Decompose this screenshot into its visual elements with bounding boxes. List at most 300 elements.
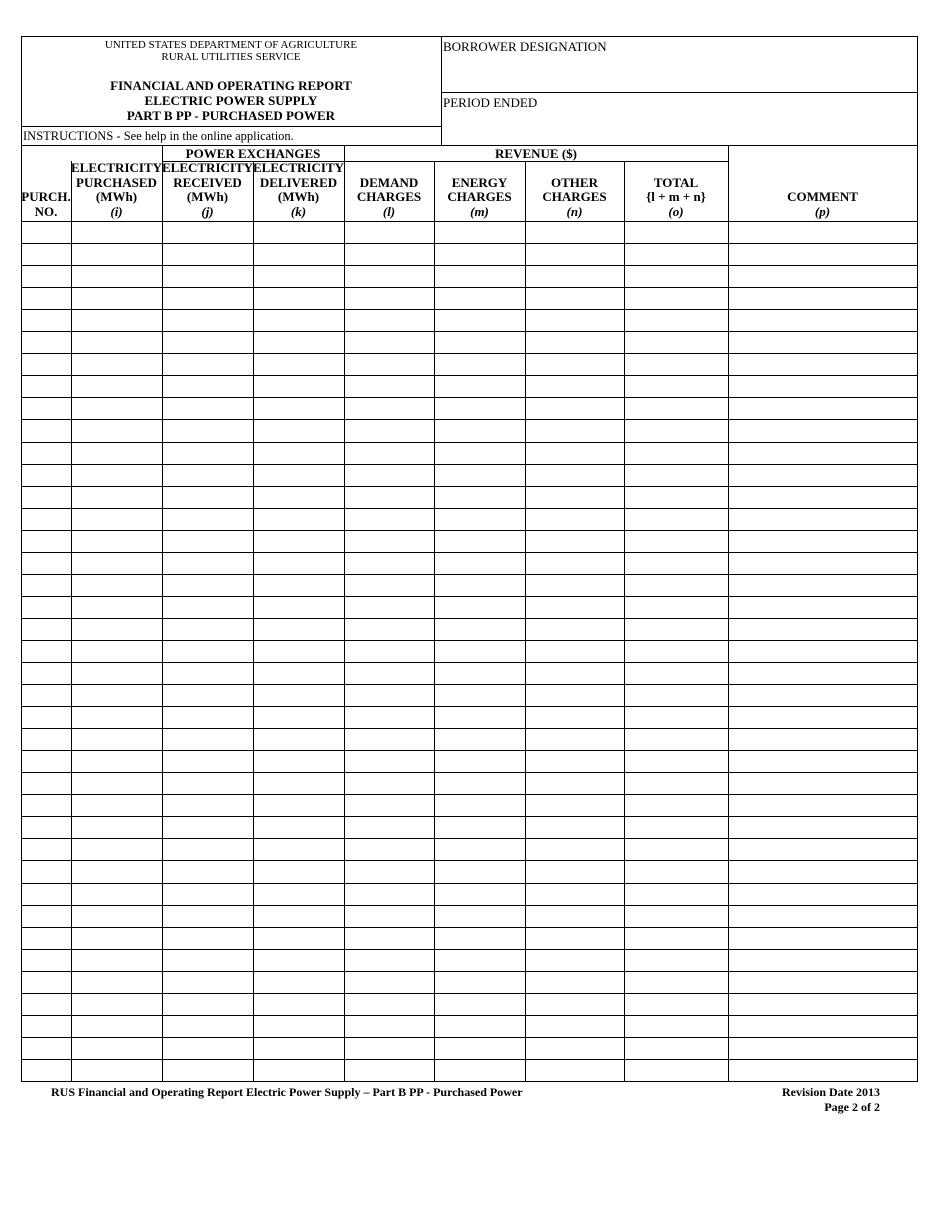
table-cell-received[interactable] <box>163 861 253 882</box>
table-cell-other[interactable] <box>526 928 624 949</box>
table-cell-purchased[interactable] <box>72 465 162 486</box>
table-cell-energy[interactable] <box>435 222 525 243</box>
table-cell-other[interactable] <box>526 244 624 265</box>
table-cell-comment[interactable] <box>729 884 917 905</box>
table-cell-total[interactable] <box>625 597 728 618</box>
table-cell-energy[interactable] <box>435 1060 525 1081</box>
table-cell-purch_no[interactable] <box>22 994 71 1015</box>
table-cell-energy[interactable] <box>435 663 525 684</box>
table-cell-total[interactable] <box>625 420 728 441</box>
table-cell-comment[interactable] <box>729 707 917 728</box>
table-cell-energy[interactable] <box>435 751 525 772</box>
table-cell-purchased[interactable] <box>72 663 162 684</box>
table-cell-received[interactable] <box>163 531 253 552</box>
table-cell-energy[interactable] <box>435 817 525 838</box>
table-cell-demand[interactable] <box>345 707 434 728</box>
table-cell-comment[interactable] <box>729 950 917 971</box>
table-cell-other[interactable] <box>526 332 624 353</box>
table-cell-purchased[interactable] <box>72 531 162 552</box>
table-cell-delivered[interactable] <box>254 465 344 486</box>
table-cell-comment[interactable] <box>729 817 917 838</box>
table-cell-received[interactable] <box>163 487 253 508</box>
table-cell-purchased[interactable] <box>72 795 162 816</box>
table-cell-purch_no[interactable] <box>22 619 71 640</box>
table-cell-delivered[interactable] <box>254 553 344 574</box>
table-cell-purchased[interactable] <box>72 575 162 596</box>
table-cell-received[interactable] <box>163 685 253 706</box>
table-cell-purchased[interactable] <box>72 1060 162 1081</box>
table-cell-demand[interactable] <box>345 1060 434 1081</box>
table-cell-received[interactable] <box>163 729 253 750</box>
table-cell-received[interactable] <box>163 553 253 574</box>
table-cell-received[interactable] <box>163 354 253 375</box>
table-cell-comment[interactable] <box>729 839 917 860</box>
table-cell-purchased[interactable] <box>72 817 162 838</box>
table-cell-purchased[interactable] <box>72 1038 162 1059</box>
table-cell-received[interactable] <box>163 266 253 287</box>
table-cell-received[interactable] <box>163 1038 253 1059</box>
table-cell-delivered[interactable] <box>254 310 344 331</box>
table-cell-energy[interactable] <box>435 376 525 397</box>
table-cell-purchased[interactable] <box>72 288 162 309</box>
table-cell-total[interactable] <box>625 553 728 574</box>
table-cell-delivered[interactable] <box>254 884 344 905</box>
table-cell-purchased[interactable] <box>72 884 162 905</box>
table-cell-purch_no[interactable] <box>22 376 71 397</box>
table-cell-other[interactable] <box>526 465 624 486</box>
table-cell-demand[interactable] <box>345 972 434 993</box>
table-cell-energy[interactable] <box>435 773 525 794</box>
table-cell-total[interactable] <box>625 222 728 243</box>
table-cell-total[interactable] <box>625 972 728 993</box>
table-cell-received[interactable] <box>163 509 253 530</box>
table-cell-other[interactable] <box>526 751 624 772</box>
table-cell-other[interactable] <box>526 420 624 441</box>
table-cell-comment[interactable] <box>729 266 917 287</box>
table-cell-total[interactable] <box>625 288 728 309</box>
table-cell-other[interactable] <box>526 884 624 905</box>
table-cell-purch_no[interactable] <box>22 420 71 441</box>
table-cell-received[interactable] <box>163 244 253 265</box>
table-cell-comment[interactable] <box>729 861 917 882</box>
table-cell-comment[interactable] <box>729 597 917 618</box>
table-cell-total[interactable] <box>625 1038 728 1059</box>
table-cell-received[interactable] <box>163 398 253 419</box>
table-cell-energy[interactable] <box>435 310 525 331</box>
table-cell-delivered[interactable] <box>254 487 344 508</box>
table-cell-purchased[interactable] <box>72 839 162 860</box>
table-cell-total[interactable] <box>625 751 728 772</box>
table-cell-received[interactable] <box>163 817 253 838</box>
table-cell-purch_no[interactable] <box>22 288 71 309</box>
table-cell-comment[interactable] <box>729 972 917 993</box>
table-cell-total[interactable] <box>625 773 728 794</box>
table-cell-purchased[interactable] <box>72 376 162 397</box>
table-cell-energy[interactable] <box>435 972 525 993</box>
table-cell-purchased[interactable] <box>72 420 162 441</box>
table-cell-demand[interactable] <box>345 398 434 419</box>
table-cell-delivered[interactable] <box>254 222 344 243</box>
table-cell-total[interactable] <box>625 928 728 949</box>
table-cell-energy[interactable] <box>435 465 525 486</box>
table-cell-total[interactable] <box>625 1060 728 1081</box>
table-cell-delivered[interactable] <box>254 950 344 971</box>
table-cell-energy[interactable] <box>435 994 525 1015</box>
table-cell-purch_no[interactable] <box>22 795 71 816</box>
table-cell-purch_no[interactable] <box>22 839 71 860</box>
table-cell-purchased[interactable] <box>72 619 162 640</box>
table-cell-total[interactable] <box>625 487 728 508</box>
table-cell-received[interactable] <box>163 641 253 662</box>
table-cell-demand[interactable] <box>345 884 434 905</box>
table-cell-comment[interactable] <box>729 222 917 243</box>
table-cell-purch_no[interactable] <box>22 751 71 772</box>
table-cell-other[interactable] <box>526 531 624 552</box>
table-cell-comment[interactable] <box>729 575 917 596</box>
table-cell-energy[interactable] <box>435 729 525 750</box>
table-cell-received[interactable] <box>163 906 253 927</box>
table-cell-received[interactable] <box>163 420 253 441</box>
table-cell-other[interactable] <box>526 906 624 927</box>
table-cell-delivered[interactable] <box>254 531 344 552</box>
table-cell-comment[interactable] <box>729 244 917 265</box>
table-cell-other[interactable] <box>526 1016 624 1037</box>
table-cell-purch_no[interactable] <box>22 884 71 905</box>
table-cell-other[interactable] <box>526 1038 624 1059</box>
table-cell-energy[interactable] <box>435 332 525 353</box>
table-cell-total[interactable] <box>625 575 728 596</box>
table-cell-comment[interactable] <box>729 994 917 1015</box>
table-cell-energy[interactable] <box>435 354 525 375</box>
table-cell-delivered[interactable] <box>254 928 344 949</box>
table-cell-comment[interactable] <box>729 443 917 464</box>
table-cell-comment[interactable] <box>729 553 917 574</box>
table-cell-purchased[interactable] <box>72 398 162 419</box>
table-cell-other[interactable] <box>526 222 624 243</box>
table-cell-purchased[interactable] <box>72 487 162 508</box>
table-cell-purchased[interactable] <box>72 354 162 375</box>
table-cell-comment[interactable] <box>729 1060 917 1081</box>
table-cell-delivered[interactable] <box>254 663 344 684</box>
table-cell-demand[interactable] <box>345 906 434 927</box>
table-cell-comment[interactable] <box>729 420 917 441</box>
table-cell-comment[interactable] <box>729 906 917 927</box>
table-cell-received[interactable] <box>163 839 253 860</box>
table-cell-delivered[interactable] <box>254 354 344 375</box>
table-cell-demand[interactable] <box>345 222 434 243</box>
table-cell-demand[interactable] <box>345 597 434 618</box>
table-cell-purch_no[interactable] <box>22 509 71 530</box>
table-cell-other[interactable] <box>526 619 624 640</box>
table-cell-comment[interactable] <box>729 465 917 486</box>
table-cell-purch_no[interactable] <box>22 972 71 993</box>
table-cell-energy[interactable] <box>435 244 525 265</box>
table-cell-delivered[interactable] <box>254 972 344 993</box>
table-cell-energy[interactable] <box>435 839 525 860</box>
table-cell-other[interactable] <box>526 685 624 706</box>
table-cell-delivered[interactable] <box>254 398 344 419</box>
table-cell-purch_no[interactable] <box>22 597 71 618</box>
table-cell-other[interactable] <box>526 553 624 574</box>
table-cell-purchased[interactable] <box>72 310 162 331</box>
table-cell-energy[interactable] <box>435 707 525 728</box>
table-cell-total[interactable] <box>625 619 728 640</box>
table-cell-purchased[interactable] <box>72 773 162 794</box>
table-cell-other[interactable] <box>526 773 624 794</box>
table-cell-received[interactable] <box>163 1016 253 1037</box>
table-cell-other[interactable] <box>526 575 624 596</box>
table-cell-received[interactable] <box>163 376 253 397</box>
table-cell-received[interactable] <box>163 1060 253 1081</box>
table-cell-delivered[interactable] <box>254 332 344 353</box>
table-cell-purch_no[interactable] <box>22 465 71 486</box>
table-cell-total[interactable] <box>625 663 728 684</box>
table-cell-comment[interactable] <box>729 531 917 552</box>
table-cell-purchased[interactable] <box>72 509 162 530</box>
table-cell-demand[interactable] <box>345 817 434 838</box>
table-cell-demand[interactable] <box>345 641 434 662</box>
table-cell-other[interactable] <box>526 994 624 1015</box>
table-cell-delivered[interactable] <box>254 839 344 860</box>
table-cell-other[interactable] <box>526 729 624 750</box>
table-cell-other[interactable] <box>526 376 624 397</box>
table-cell-purch_no[interactable] <box>22 950 71 971</box>
table-cell-other[interactable] <box>526 354 624 375</box>
table-cell-total[interactable] <box>625 795 728 816</box>
table-cell-demand[interactable] <box>345 839 434 860</box>
table-cell-delivered[interactable] <box>254 288 344 309</box>
table-cell-purch_no[interactable] <box>22 641 71 662</box>
table-cell-other[interactable] <box>526 817 624 838</box>
table-cell-delivered[interactable] <box>254 641 344 662</box>
table-cell-total[interactable] <box>625 244 728 265</box>
table-cell-demand[interactable] <box>345 310 434 331</box>
table-cell-demand[interactable] <box>345 288 434 309</box>
period-ended-field[interactable] <box>441 111 917 144</box>
table-cell-comment[interactable] <box>729 376 917 397</box>
table-cell-other[interactable] <box>526 663 624 684</box>
table-cell-other[interactable] <box>526 641 624 662</box>
table-cell-received[interactable] <box>163 928 253 949</box>
table-cell-delivered[interactable] <box>254 817 344 838</box>
table-cell-delivered[interactable] <box>254 1016 344 1037</box>
table-cell-total[interactable] <box>625 994 728 1015</box>
table-cell-demand[interactable] <box>345 376 434 397</box>
table-cell-delivered[interactable] <box>254 575 344 596</box>
table-cell-demand[interactable] <box>345 1038 434 1059</box>
table-cell-purch_no[interactable] <box>22 398 71 419</box>
table-cell-purchased[interactable] <box>72 641 162 662</box>
table-cell-demand[interactable] <box>345 729 434 750</box>
table-cell-demand[interactable] <box>345 266 434 287</box>
table-cell-delivered[interactable] <box>254 773 344 794</box>
table-cell-demand[interactable] <box>345 751 434 772</box>
table-cell-other[interactable] <box>526 795 624 816</box>
table-cell-total[interactable] <box>625 398 728 419</box>
table-cell-energy[interactable] <box>435 906 525 927</box>
table-cell-purchased[interactable] <box>72 553 162 574</box>
table-cell-comment[interactable] <box>729 928 917 949</box>
table-cell-other[interactable] <box>526 1060 624 1081</box>
table-cell-delivered[interactable] <box>254 443 344 464</box>
table-cell-purch_no[interactable] <box>22 817 71 838</box>
table-cell-delivered[interactable] <box>254 707 344 728</box>
table-cell-purchased[interactable] <box>72 244 162 265</box>
table-cell-energy[interactable] <box>435 928 525 949</box>
table-cell-demand[interactable] <box>345 994 434 1015</box>
table-cell-delivered[interactable] <box>254 376 344 397</box>
table-cell-demand[interactable] <box>345 928 434 949</box>
table-cell-other[interactable] <box>526 861 624 882</box>
table-cell-other[interactable] <box>526 972 624 993</box>
table-cell-delivered[interactable] <box>254 619 344 640</box>
table-cell-other[interactable] <box>526 707 624 728</box>
table-cell-delivered[interactable] <box>254 861 344 882</box>
table-cell-total[interactable] <box>625 443 728 464</box>
table-cell-purchased[interactable] <box>72 222 162 243</box>
table-cell-energy[interactable] <box>435 950 525 971</box>
table-cell-delivered[interactable] <box>254 420 344 441</box>
table-cell-other[interactable] <box>526 266 624 287</box>
table-cell-purch_no[interactable] <box>22 707 71 728</box>
table-cell-purchased[interactable] <box>72 707 162 728</box>
table-cell-energy[interactable] <box>435 509 525 530</box>
table-cell-purch_no[interactable] <box>22 906 71 927</box>
table-cell-total[interactable] <box>625 1016 728 1037</box>
table-cell-purchased[interactable] <box>72 906 162 927</box>
table-cell-delivered[interactable] <box>254 751 344 772</box>
table-cell-purchased[interactable] <box>72 443 162 464</box>
table-cell-comment[interactable] <box>729 354 917 375</box>
table-cell-purchased[interactable] <box>72 729 162 750</box>
table-cell-received[interactable] <box>163 332 253 353</box>
table-cell-demand[interactable] <box>345 553 434 574</box>
table-cell-energy[interactable] <box>435 443 525 464</box>
table-cell-purch_no[interactable] <box>22 266 71 287</box>
table-cell-demand[interactable] <box>345 861 434 882</box>
table-cell-total[interactable] <box>625 376 728 397</box>
table-cell-total[interactable] <box>625 509 728 530</box>
table-cell-purch_no[interactable] <box>22 553 71 574</box>
table-cell-demand[interactable] <box>345 487 434 508</box>
table-cell-comment[interactable] <box>729 509 917 530</box>
table-cell-total[interactable] <box>625 950 728 971</box>
table-cell-received[interactable] <box>163 972 253 993</box>
table-cell-comment[interactable] <box>729 751 917 772</box>
table-cell-purch_no[interactable] <box>22 310 71 331</box>
table-cell-purch_no[interactable] <box>22 244 71 265</box>
table-cell-energy[interactable] <box>435 288 525 309</box>
table-cell-received[interactable] <box>163 773 253 794</box>
table-cell-purch_no[interactable] <box>22 1016 71 1037</box>
table-cell-energy[interactable] <box>435 861 525 882</box>
table-cell-received[interactable] <box>163 663 253 684</box>
table-cell-comment[interactable] <box>729 619 917 640</box>
table-cell-total[interactable] <box>625 641 728 662</box>
table-cell-comment[interactable] <box>729 288 917 309</box>
table-cell-purchased[interactable] <box>72 972 162 993</box>
table-cell-purchased[interactable] <box>72 332 162 353</box>
table-cell-demand[interactable] <box>345 443 434 464</box>
table-cell-comment[interactable] <box>729 685 917 706</box>
table-cell-demand[interactable] <box>345 420 434 441</box>
table-cell-demand[interactable] <box>345 244 434 265</box>
table-cell-total[interactable] <box>625 906 728 927</box>
table-cell-demand[interactable] <box>345 332 434 353</box>
table-cell-other[interactable] <box>526 487 624 508</box>
table-cell-received[interactable] <box>163 619 253 640</box>
table-cell-energy[interactable] <box>435 884 525 905</box>
table-cell-purch_no[interactable] <box>22 487 71 508</box>
table-cell-demand[interactable] <box>345 354 434 375</box>
table-cell-energy[interactable] <box>435 266 525 287</box>
table-cell-purch_no[interactable] <box>22 575 71 596</box>
table-cell-purchased[interactable] <box>72 861 162 882</box>
table-cell-energy[interactable] <box>435 553 525 574</box>
table-cell-comment[interactable] <box>729 773 917 794</box>
table-cell-delivered[interactable] <box>254 509 344 530</box>
table-cell-purch_no[interactable] <box>22 1060 71 1081</box>
table-cell-received[interactable] <box>163 950 253 971</box>
table-cell-delivered[interactable] <box>254 244 344 265</box>
table-cell-other[interactable] <box>526 950 624 971</box>
table-cell-other[interactable] <box>526 443 624 464</box>
table-cell-demand[interactable] <box>345 795 434 816</box>
table-cell-energy[interactable] <box>435 531 525 552</box>
table-cell-total[interactable] <box>625 465 728 486</box>
table-cell-energy[interactable] <box>435 795 525 816</box>
table-cell-comment[interactable] <box>729 641 917 662</box>
table-cell-purch_no[interactable] <box>22 443 71 464</box>
table-cell-demand[interactable] <box>345 575 434 596</box>
table-cell-energy[interactable] <box>435 575 525 596</box>
table-cell-other[interactable] <box>526 509 624 530</box>
table-cell-purch_no[interactable] <box>22 332 71 353</box>
table-cell-delivered[interactable] <box>254 597 344 618</box>
table-cell-other[interactable] <box>526 597 624 618</box>
table-cell-purch_no[interactable] <box>22 773 71 794</box>
table-cell-comment[interactable] <box>729 663 917 684</box>
table-cell-purch_no[interactable] <box>22 222 71 243</box>
table-cell-purch_no[interactable] <box>22 354 71 375</box>
table-cell-purch_no[interactable] <box>22 861 71 882</box>
table-cell-purchased[interactable] <box>72 751 162 772</box>
table-cell-total[interactable] <box>625 861 728 882</box>
table-cell-delivered[interactable] <box>254 994 344 1015</box>
table-cell-comment[interactable] <box>729 310 917 331</box>
table-cell-comment[interactable] <box>729 332 917 353</box>
table-cell-demand[interactable] <box>345 465 434 486</box>
table-cell-purchased[interactable] <box>72 685 162 706</box>
table-cell-energy[interactable] <box>435 1038 525 1059</box>
table-cell-comment[interactable] <box>729 1016 917 1037</box>
table-cell-other[interactable] <box>526 839 624 860</box>
table-cell-received[interactable] <box>163 795 253 816</box>
table-cell-purch_no[interactable] <box>22 663 71 684</box>
table-cell-purchased[interactable] <box>72 266 162 287</box>
table-cell-delivered[interactable] <box>254 1038 344 1059</box>
table-cell-total[interactable] <box>625 685 728 706</box>
table-cell-total[interactable] <box>625 884 728 905</box>
table-cell-demand[interactable] <box>345 773 434 794</box>
table-cell-total[interactable] <box>625 332 728 353</box>
table-cell-purch_no[interactable] <box>22 729 71 750</box>
table-cell-received[interactable] <box>163 465 253 486</box>
table-cell-received[interactable] <box>163 443 253 464</box>
table-cell-purchased[interactable] <box>72 928 162 949</box>
borrower-designation-field[interactable] <box>441 56 917 91</box>
table-cell-energy[interactable] <box>435 487 525 508</box>
